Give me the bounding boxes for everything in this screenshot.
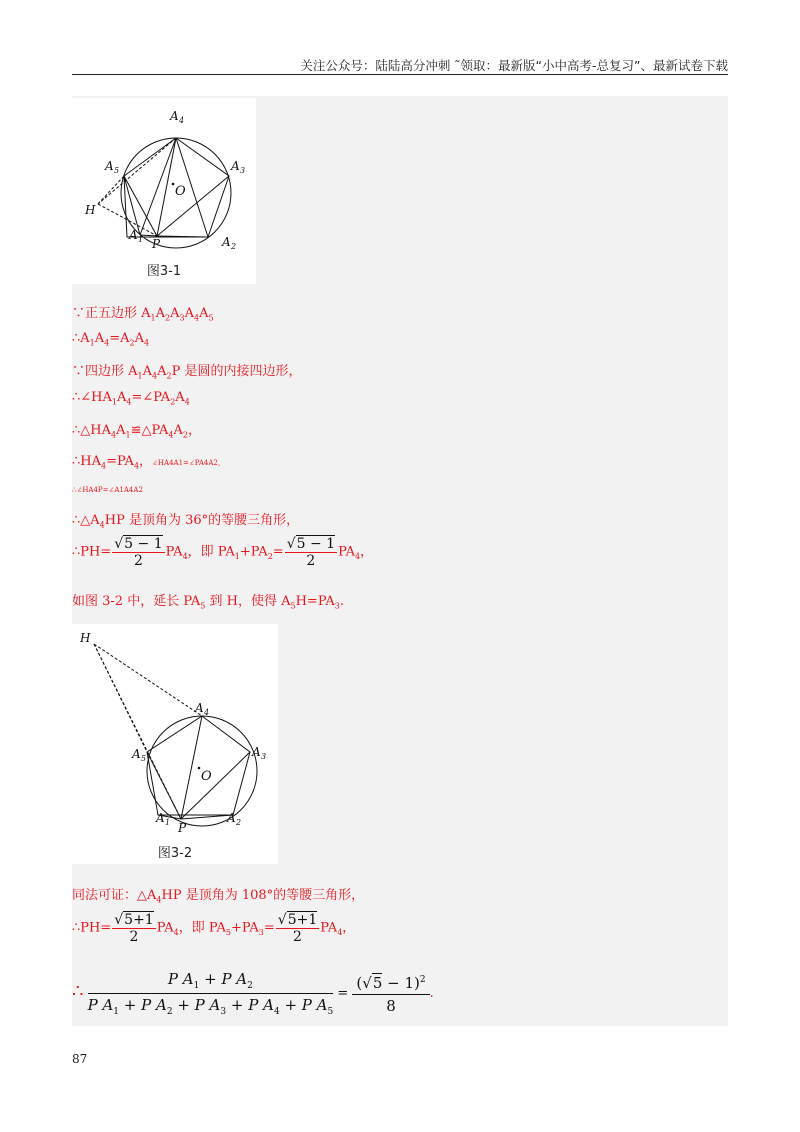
figure-3-2-caption: 图3-2 bbox=[157, 846, 193, 861]
svg-text:5: 5 bbox=[141, 754, 147, 763]
proof-line: $\therefore\triangle A_4HP$ 是顶角为 36°的等腰三角形， bbox=[72, 513, 300, 530]
label-p: P bbox=[152, 237, 161, 251]
result-fraction: $\frac{(√5 - 1)^2}{8}$ bbox=[352, 973, 429, 1015]
label-h: H bbox=[85, 203, 96, 217]
figure-3-2-diagram bbox=[72, 624, 278, 864]
svg-text:4: 4 bbox=[179, 116, 185, 125]
label-o: O bbox=[175, 184, 186, 199]
proof-line: 如图 3-2 中，延长 $PA_5$ 到 H，使得 $A_5H=PA_3$. bbox=[72, 594, 344, 611]
page-number: 87 bbox=[72, 1052, 88, 1066]
fraction: $\frac{√5+1}{2}$ bbox=[277, 912, 318, 945]
label-a3: A bbox=[231, 159, 240, 173]
proof-line-fraction: ∴PH= $\frac{√5 - 1}{2}$ $PA_4$，即 $PA_1+PA_2=$ $\frac{√5 - 1}{2}$ $PA_4$， bbox=[72, 536, 374, 569]
label-a1: A bbox=[129, 228, 138, 242]
proof-line: ∵正五边形 $A_1A_2A_3A_4A_5$ bbox=[72, 306, 214, 323]
svg-text:2: 2 bbox=[236, 818, 242, 827]
proof-line-final: ∴ $\frac{P A_1 + P A_2}{P A_1 + P A_2 + P A_3 + P A_4 + P A_5}$ = $\frac{(√5 - 1)^2}{8}$ . bbox=[72, 970, 434, 1017]
proof-line: $\therefore\angle HA_1A_4=\angle PA_2A_4$ bbox=[72, 390, 190, 407]
fraction: $\frac{√5+1}{2}$ bbox=[114, 912, 154, 945]
svg-text:3: 3 bbox=[261, 752, 267, 761]
label-a1: A bbox=[156, 811, 165, 825]
label-a4: A bbox=[170, 109, 179, 123]
label-h: H bbox=[80, 631, 91, 645]
label-a2: A bbox=[222, 235, 231, 249]
proof-line-small: ∴∠HA4P=∠A1A4A2 bbox=[72, 486, 143, 494]
svg-text:3: 3 bbox=[240, 166, 246, 175]
page-header: 关注公众号：陆陆高分冲刺 ˜领取：最新版“小中高考-总复习”、最新试卷下载 bbox=[300, 58, 728, 73]
svg-text:4: 4 bbox=[204, 708, 210, 717]
final-fraction: $\frac{P A_1 + P A_2}{P A_1 + P A_2 + P A_3 + P A_4 + P A_5}$ bbox=[87, 970, 334, 1017]
label-o: O bbox=[201, 769, 212, 784]
proof-line: ∵四边形 $A_1A_4A_2P$ 是圆的内接四边形， bbox=[72, 364, 302, 381]
svg-text:1: 1 bbox=[138, 235, 144, 244]
label-p: P bbox=[178, 821, 187, 835]
fraction: $\frac{√5 - 1}{2}$ bbox=[286, 536, 336, 569]
label-a4: A bbox=[195, 701, 204, 715]
label-a2: A bbox=[227, 811, 236, 825]
fraction: $\frac{√5 - 1}{2}$ bbox=[114, 536, 163, 569]
svg-text:5: 5 bbox=[114, 166, 120, 175]
figure-3-1-diagram bbox=[72, 98, 256, 284]
proof-line: $\therefore A_1A_4=A_2A_4$ bbox=[72, 331, 150, 348]
figure-3-1 bbox=[72, 98, 256, 284]
proof-line: $\therefore HA_4=PA_4$，∠HA4A1=∠PA4A2， bbox=[72, 454, 225, 471]
proof-line: $\therefore\triangle HA_4A_1≌\triangle PA_4A_2$， bbox=[72, 423, 202, 440]
segment-a4-p bbox=[157, 138, 176, 236]
label-a5: A bbox=[132, 747, 141, 761]
figure-3-2 bbox=[72, 624, 278, 864]
figure-3-1-caption: 图3-1 bbox=[146, 264, 182, 279]
label-a5: A bbox=[105, 159, 114, 173]
svg-text:2: 2 bbox=[231, 242, 237, 251]
proof-line-fraction: ∴PH= $\frac{√5+1}{2}$ $PA_4$，即 $PA_5+PA_3=$ $\frac{√5+1}{2}$ $PA_4$， bbox=[72, 912, 356, 945]
proof-line: 同法可证：$\triangle A_4HP$ 是顶角为 108°的等腰三角形， bbox=[72, 888, 365, 905]
header-rule bbox=[72, 74, 728, 75]
svg-text:1: 1 bbox=[165, 818, 171, 827]
label-a3: A bbox=[252, 745, 261, 759]
